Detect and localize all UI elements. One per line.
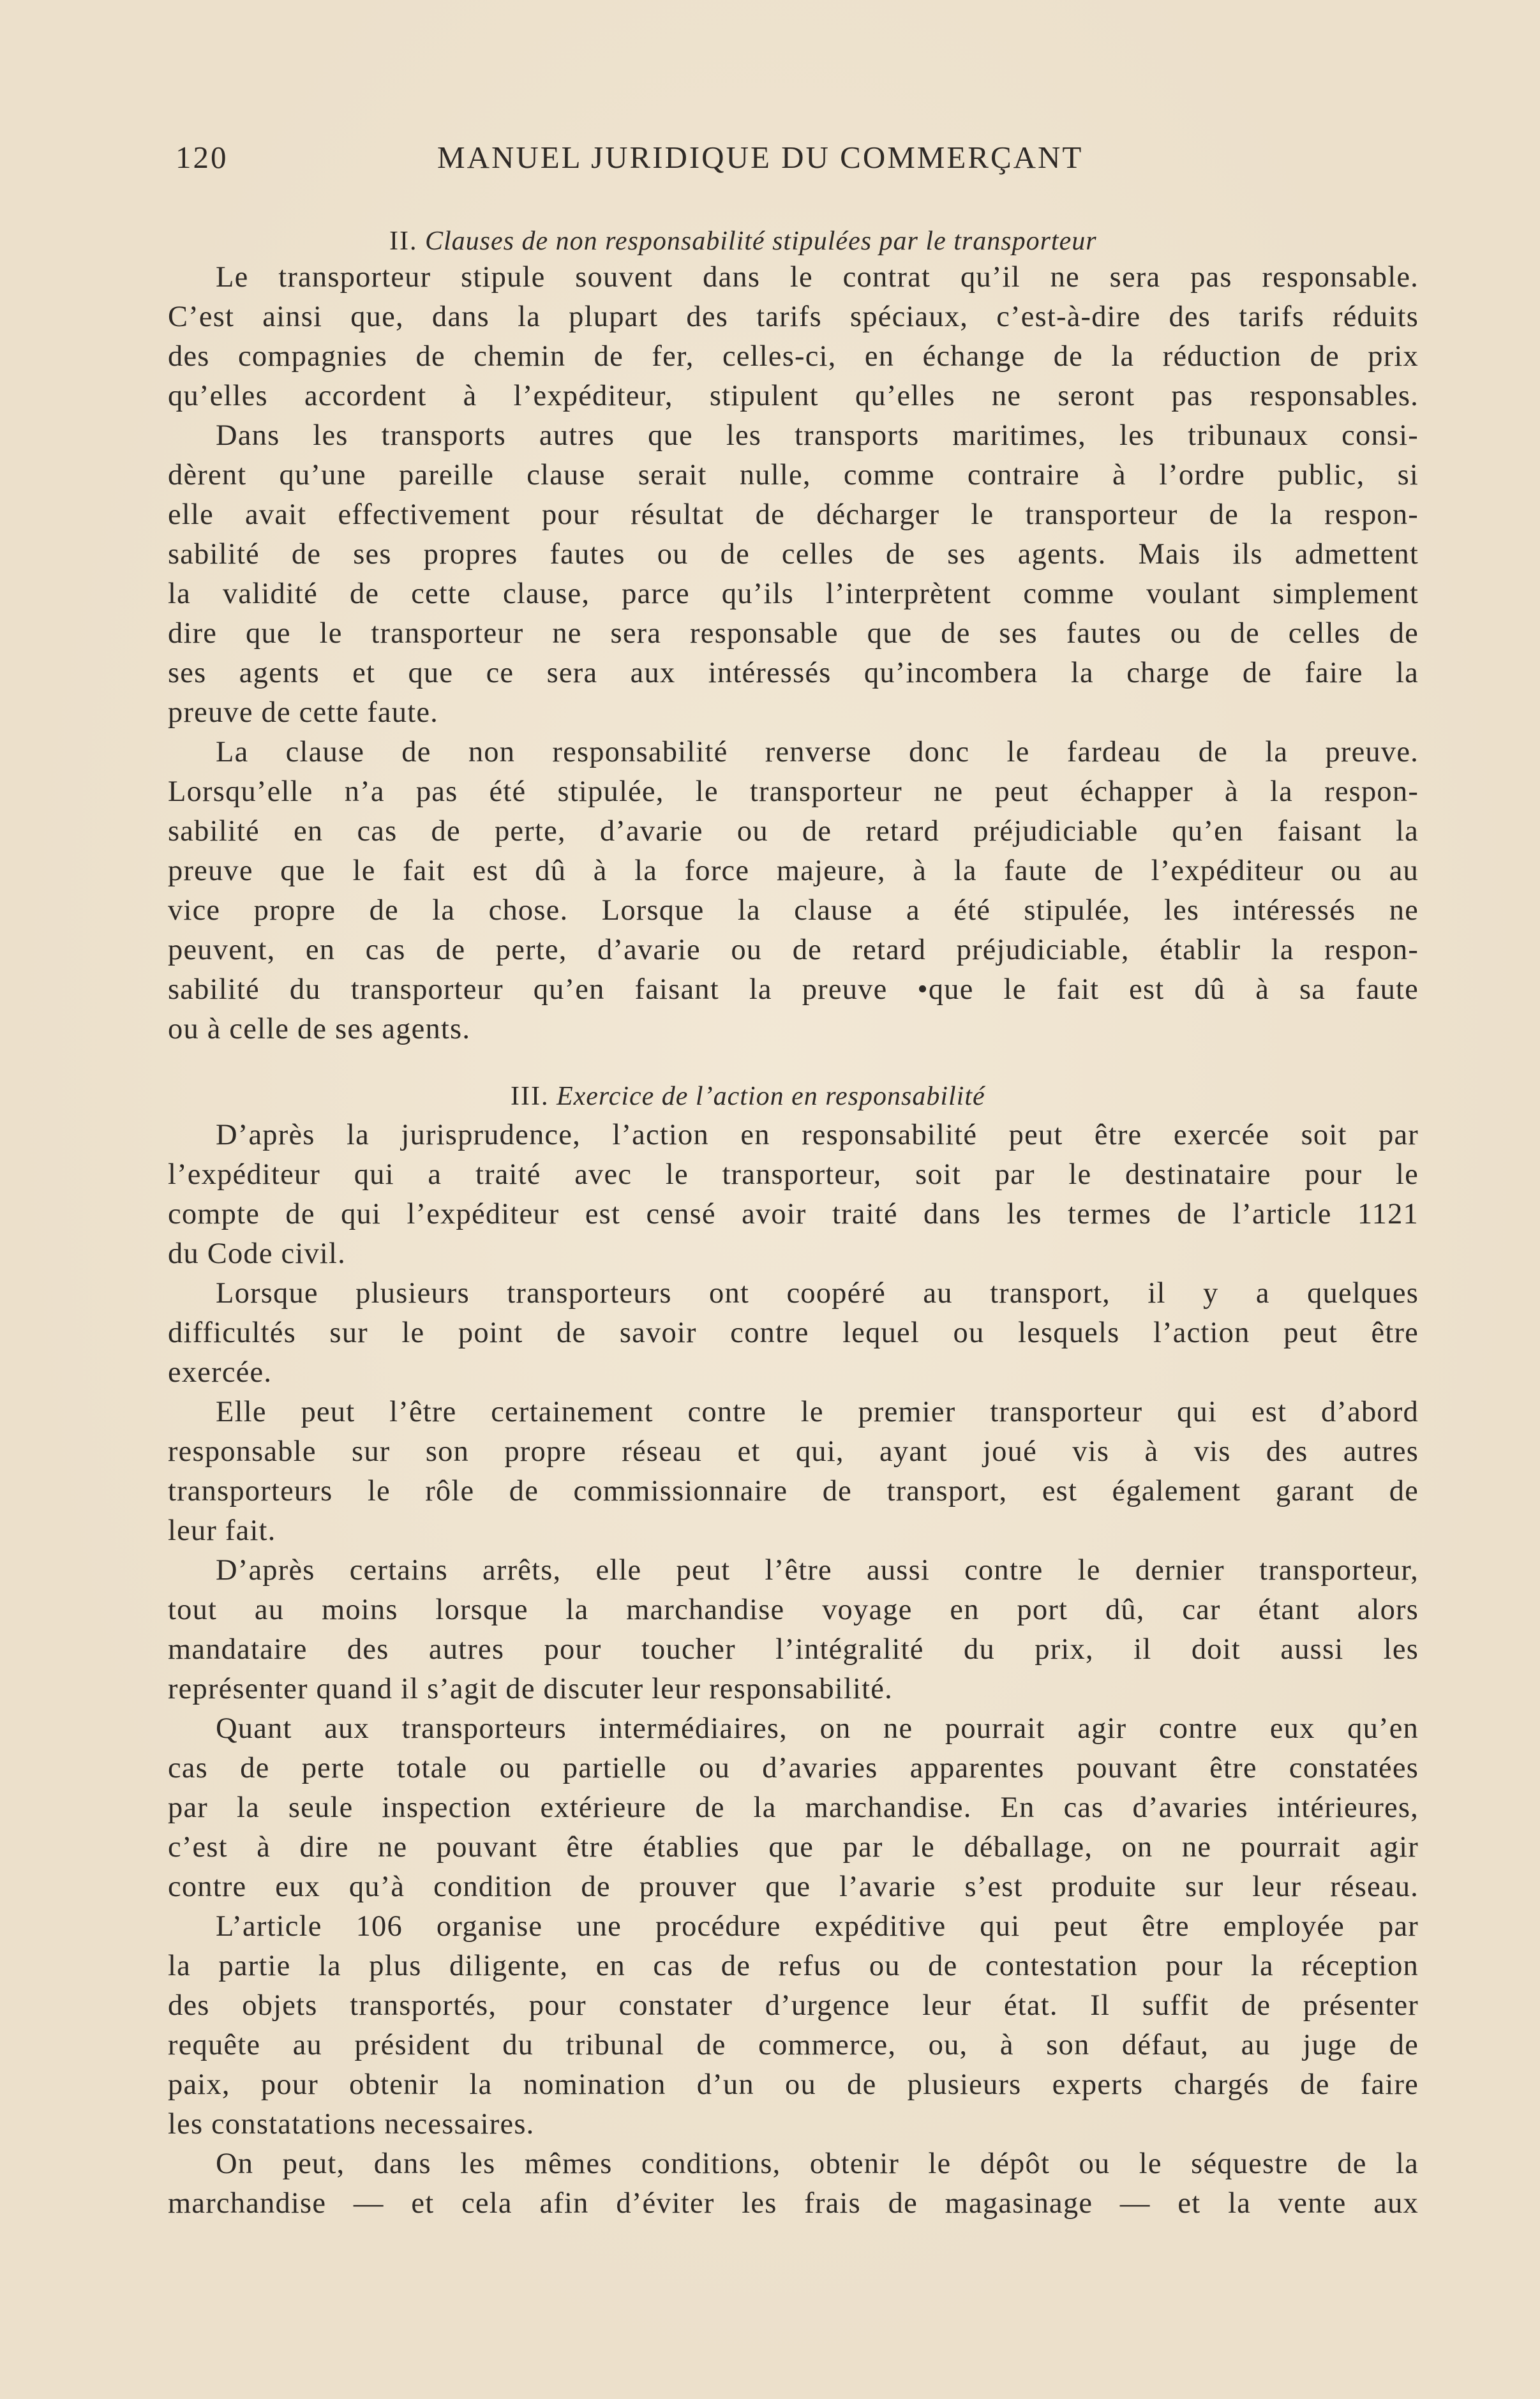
text-line: compte de qui l’expéditeur est censé avoir traité dans les termes de l’article 1121 bbox=[168, 1198, 1419, 1230]
text-line: Le transporteur stipule souvent dans le contrat qu’il ne sera pas responsable. bbox=[216, 261, 1419, 294]
page-header bbox=[176, 139, 1158, 184]
text-line: sabilité du transporteur qu’en faisant la preuve •que le fait est dû à sa faute bbox=[168, 973, 1419, 1006]
text-line: Lorsqu’elle n’a pas été stipulée, le transporteur ne peut échapper à la respon- bbox=[168, 775, 1419, 808]
text-line: La clause de non responsabilité renverse donc le fardeau de la preuve. bbox=[216, 736, 1419, 768]
text-line: c’est à dire ne pouvant être établies que par le déballage, on ne pourrait agir bbox=[168, 1831, 1419, 1864]
text-line: tout au moins lorsque la marchandise voyage en port dû, car étant alors bbox=[168, 1594, 1419, 1626]
section-heading-2 bbox=[0, 222, 1540, 260]
text-line: Quant aux transporteurs intermédiaires, on ne pourrait agir contre eux qu’en bbox=[216, 1712, 1419, 1745]
text-line: qu’elles accordent à l’expéditeur, stipulent qu’elles ne seront pas responsables. bbox=[168, 380, 1419, 412]
text-line: ou à celle de ses agents. bbox=[168, 1013, 471, 1045]
text-line: dèrent qu’une pareille clause serait nulle, comme contraire à l’ordre public, si bbox=[168, 459, 1419, 491]
text-line: les constatations necessaires. bbox=[168, 2108, 535, 2141]
text-line: mandataire des autres pour toucher l’intégralité du prix, il doit aussi les bbox=[168, 1633, 1419, 1666]
text-line: On peut, dans les mêmes conditions, obtenir le dépôt ou le séquestre de la bbox=[216, 2148, 1419, 2180]
text-line: vice propre de la chose. Lorsque la clause a été stipulée, les intéressés ne bbox=[168, 894, 1419, 927]
text-line: par la seule inspection extérieure de la marchandise. En cas d’avaries intérieures, bbox=[168, 1791, 1419, 1824]
text-line: contre eux qu’à condition de prouver que l’avarie s’est produite sur leur réseau. bbox=[168, 1871, 1419, 1903]
text-line: responsable sur son propre réseau et qui, ayant joué vis à vis des autres bbox=[168, 1435, 1419, 1468]
text-line: paix, pour obtenir la nomination d’un ou de plusieurs experts chargés de faire bbox=[168, 2068, 1419, 2101]
text-line: ses agents et que ce sera aux intéressés qu’incombera la charge de faire la bbox=[168, 657, 1419, 689]
text-line: du Code civil. bbox=[168, 1237, 346, 1270]
text-line: difficultés sur le point de savoir contre lequel ou lesquels l’action peut être bbox=[168, 1317, 1419, 1349]
text-line: L’article 106 organise une procédure expéditive qui peut être employée par bbox=[216, 1910, 1419, 1943]
text-line: marchandise — et cela afin d’éviter les frais de magasinage — et la vente aux bbox=[168, 2187, 1419, 2220]
text-line: preuve de cette faute. bbox=[168, 696, 438, 729]
text-line: D’après certains arrêts, elle peut l’être aussi contre le dernier transporteur, bbox=[216, 1554, 1419, 1587]
section-title: Exercice de l’action en responsabilité bbox=[556, 1082, 985, 1111]
text-line: représenter quand il s’agit de discuter leur responsabilité. bbox=[168, 1673, 893, 1705]
text-line: D’après la jurisprudence, l’action en responsabilité peut être exercée soit par bbox=[216, 1119, 1419, 1151]
text-line: des objets transportés, pour constater d’urgence leur état. Il suffit de présenter bbox=[168, 1989, 1419, 2022]
text-line: Dans les transports autres que les transports maritimes, les tribunaux consi- bbox=[216, 419, 1419, 452]
text-line: elle avait effectivement pour résultat de décharger le transporteur de la respon- bbox=[168, 498, 1419, 531]
text-line: preuve que le fait est dû à la force majeure, à la faute de l’expéditeur ou au bbox=[168, 855, 1419, 887]
text-line: leur fait. bbox=[168, 1514, 276, 1547]
text-line: la validité de cette clause, parce qu’ils l’interprètent comme voulant simplement bbox=[168, 578, 1419, 610]
text-line: C’est ainsi que, dans la plupart des tarifs spéciaux, c’est-à-dire des tarifs réduits bbox=[168, 301, 1419, 333]
text-line: dire que le transporteur ne sera responsable que de ses fautes ou de celles de bbox=[168, 617, 1419, 650]
page-number: 120 bbox=[176, 140, 228, 175]
text-line: cas de perte totale ou partielle ou d’avaries apparentes pouvant être constatées bbox=[168, 1752, 1419, 1784]
section-number: III. bbox=[511, 1082, 549, 1111]
text-line: des compagnies de chemin de fer, celles-ci, en échange de la réduction de prix bbox=[168, 340, 1419, 373]
text-line: transporteurs le rôle de commissionnaire de transport, est également garant de bbox=[168, 1475, 1419, 1507]
text-line: sabilité de ses propres fautes ou de celles de ses agents. Mais ils admettent bbox=[168, 538, 1419, 571]
text-line: l’expéditeur qui a traité avec le transporteur, soit par le destinataire pour le bbox=[168, 1158, 1419, 1191]
running-title: MANUEL JURIDIQUE DU COMMERÇANT bbox=[437, 140, 1084, 175]
section-number: II. bbox=[389, 227, 418, 256]
section-heading-3 bbox=[0, 1077, 1540, 1116]
text-line: requête au président du tribunal de commerce, ou, à son défaut, au juge de bbox=[168, 2029, 1419, 2061]
text-line: exercée. bbox=[168, 1356, 273, 1389]
text-line: la partie la plus diligente, en cas de refus ou de contestation pour la réception bbox=[168, 1950, 1419, 1982]
section-title: Clauses de non responsabilité stipulées par le transporteur bbox=[424, 227, 1097, 256]
text-line: Lorsque plusieurs transporteurs ont coopéré au transport, il y a quelques bbox=[216, 1277, 1419, 1310]
text-line: sabilité en cas de perte, d’avarie ou de retard préjudiciable qu’en faisant la bbox=[168, 815, 1419, 848]
text-line: Elle peut l’être certainement contre le premier transporteur qui est d’abord bbox=[216, 1396, 1419, 1428]
text-line: peuvent, en cas de perte, d’avarie ou de retard préjudiciable, établir la respon- bbox=[168, 934, 1419, 966]
